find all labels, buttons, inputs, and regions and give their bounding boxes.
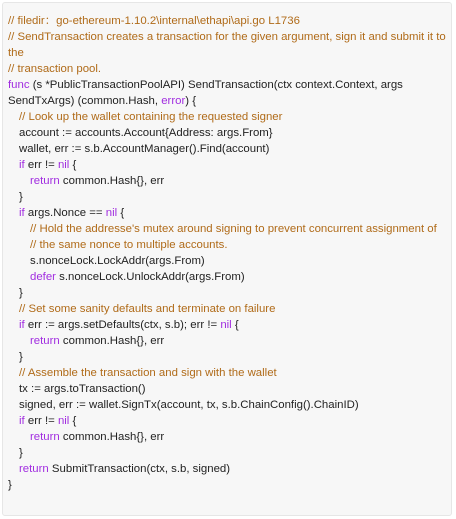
code-text: args.Nonce == (24, 207, 106, 219)
code-line (8, 77, 448, 109)
code-comment: // Assemble the transaction and sign with the wallet (19, 367, 277, 379)
code-text: } (19, 351, 23, 363)
code-text: s.nonceLock.UnlockAddr(args.From) (55, 271, 245, 283)
code-line (8, 125, 448, 141)
code-keyword: nil (105, 207, 118, 219)
code-line (8, 61, 448, 77)
code-line (8, 365, 448, 381)
code-text: err != (24, 415, 58, 427)
code-keyword: if (19, 207, 25, 219)
code-keyword: nil (57, 159, 70, 171)
code-line (8, 461, 448, 477)
code-keyword: return (30, 431, 60, 443)
code-text: { (69, 159, 77, 171)
code-text: SubmitTransaction(ctx, s.b, signed) (48, 463, 231, 475)
code-line (8, 317, 448, 333)
code-comment: // SendTransaction creates a transaction for the given argument, sign it and submit it to the (8, 31, 449, 59)
code-text: { (231, 319, 239, 331)
code-keyword: func (8, 79, 30, 91)
code-comment: // filedir：go-ethereum-1.10.2\internal\ethapi\api.go L1736 (8, 15, 300, 27)
code-comment: // the same nonce to multiple accounts. (30, 239, 228, 251)
code-block (2, 2, 452, 516)
code-text: { (117, 207, 125, 219)
code-text: s.nonceLock.LockAddr(args.From) (30, 255, 205, 267)
code-text: } (19, 287, 23, 299)
code-text: err != (24, 159, 58, 171)
code-line (8, 445, 448, 461)
code-line (8, 13, 448, 29)
code-comment: // Hold the addresse's mutex around signing to prevent concurrent assignment of (30, 223, 437, 235)
code-text: tx := args.toTransaction() (19, 383, 146, 395)
code-keyword: error (161, 95, 186, 107)
code-text: (s *PublicTransactionPoolAPI) SendTransaction(ctx context.Context, args SendTxArgs) (common.Hash, (8, 79, 407, 107)
code-keyword: nil (220, 319, 232, 331)
code-line (8, 333, 448, 349)
code-text: signed, err := wallet.SignTx(account, tx, s.b.ChainConfig().ChainID) (19, 399, 359, 411)
code-line (8, 29, 448, 61)
code-comment: // transaction pool. (8, 63, 102, 75)
code-line (8, 253, 448, 269)
code-comment: // Set some sanity defaults and terminate on failure (19, 303, 276, 315)
code-text: } (19, 447, 23, 459)
code-line (8, 141, 448, 157)
code-line (8, 285, 448, 301)
code-keyword: nil (57, 415, 70, 427)
code-text: account := accounts.Account{Address: args.From} (19, 127, 273, 139)
code-line (8, 429, 448, 445)
code-text: ) { (185, 95, 197, 107)
code-comment: // Look up the wallet containing the requested signer (19, 111, 283, 123)
code-line (8, 189, 448, 205)
code-text: err := args.setDefaults(ctx, s.b); err != (24, 319, 221, 331)
code-lines (8, 13, 448, 493)
code-line (8, 397, 448, 413)
code-keyword: return (30, 335, 60, 347)
code-text: } (8, 479, 12, 491)
code-line (8, 173, 448, 189)
code-keyword: if (19, 415, 25, 427)
code-line (8, 157, 448, 173)
code-keyword: defer (30, 271, 56, 283)
code-text: common.Hash{}, err (59, 335, 165, 347)
code-line (8, 269, 448, 285)
code-text: wallet, err := s.b.AccountManager().Find(account) (19, 143, 270, 155)
code-line (8, 381, 448, 397)
code-keyword: return (30, 175, 60, 187)
code-keyword: return (19, 463, 49, 475)
code-line (8, 477, 448, 493)
code-line (8, 109, 448, 125)
code-text: common.Hash{}, err (59, 175, 165, 187)
code-line (8, 237, 448, 253)
code-keyword: if (19, 319, 25, 331)
code-line (8, 413, 448, 429)
code-text: } (19, 191, 23, 203)
code-line (8, 301, 448, 317)
code-text: common.Hash{}, err (59, 431, 165, 443)
code-line (8, 221, 448, 237)
code-line (8, 205, 448, 221)
code-text: { (69, 415, 77, 427)
code-line (8, 349, 448, 365)
code-keyword: if (19, 159, 25, 171)
